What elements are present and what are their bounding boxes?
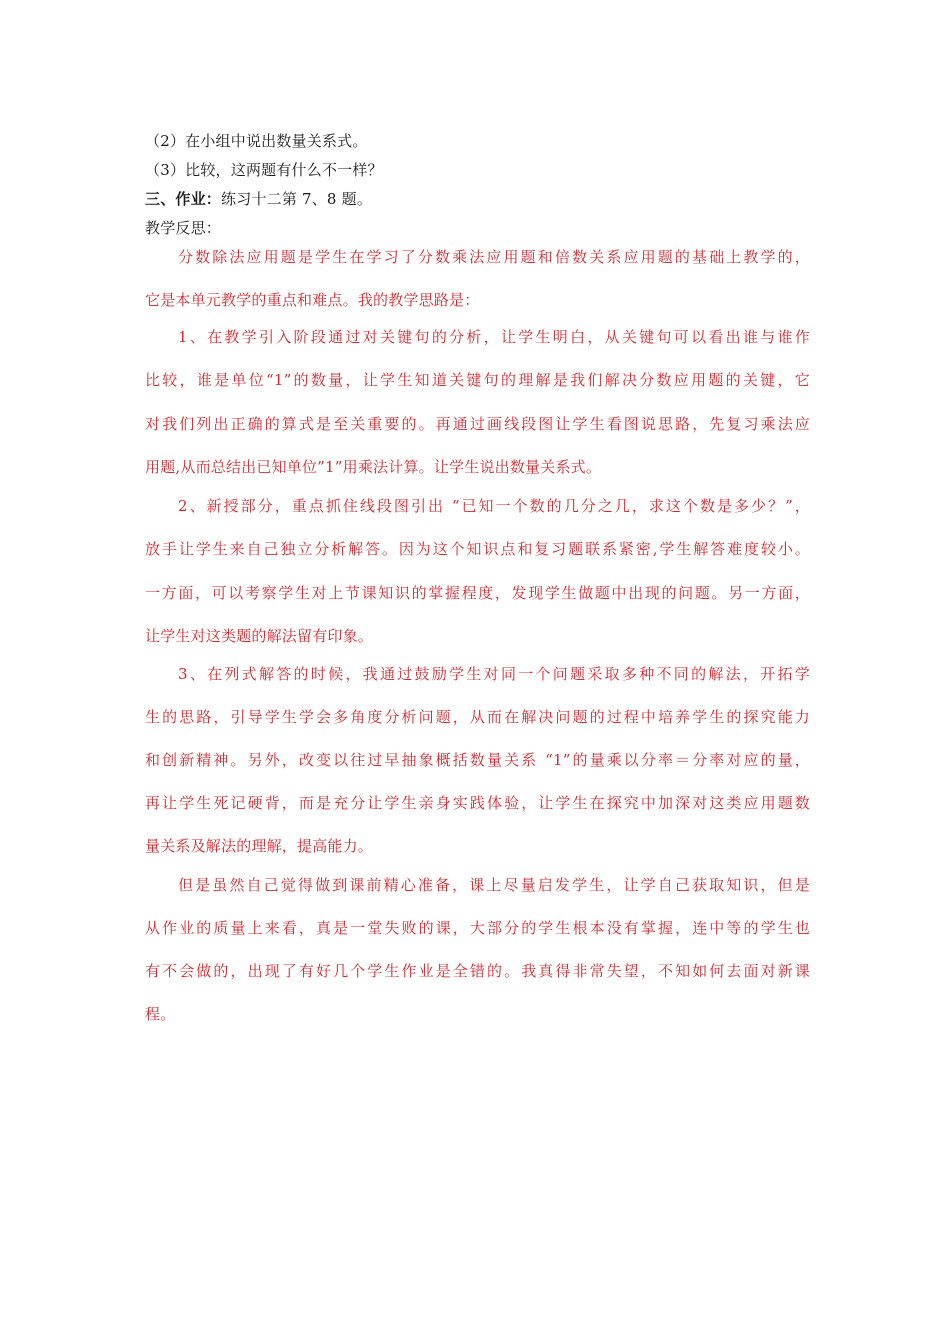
reflection-line: 有不会做的，出现了有好几个学生作业是全错的。我真得非常失望，不知如何去面对新课 (145, 962, 810, 980)
reflection-line: 量关系及解法的理解，提高能力。 (145, 837, 374, 855)
reflection-line: 让学生对这类题的解法留有印象。 (145, 627, 374, 645)
reflection-line: 一方面，可以考察学生对上节课知识的掌握程度，发现学生做题中出现的问题。另一方面， (145, 584, 810, 602)
homework-line (145, 189, 810, 209)
reflection-line: 和创新精神。另外，改变以往过早抽象概括数量关系 “1”的量乘以分率＝分率对应的量， (145, 751, 810, 769)
reflection-line: 从作业的质量上来看，真是一堂失败的课，大部分的学生根本没有掌握，连中等的学生也 (145, 919, 810, 937)
reflection-line: 程。 (145, 1005, 176, 1023)
reflection-line: 比较，谁是单位“1”的数量，让学生知道关键句的理解是我们解决分数应用题的关键，它 (145, 371, 810, 389)
reflection-line: 用题,从而总结出已知单位”1”用乘法计算。让学生说出数量关系式。 (145, 458, 602, 476)
reflection-line: 分数除法应用题是学生在学习了分数乘法应用题和倍数关系应用题的基础上教学的， (178, 248, 810, 266)
homework-label: 三、作业： (145, 190, 222, 208)
reflection-line: 再让学生死记硬背，而是充分让学生亲身实践体验，让学生在探究中加深对这类应用题数 (145, 794, 810, 812)
homework-text: 练习十二第 7、8 题。 (221, 190, 373, 208)
reflection-line: 但是虽然自己觉得做到课前精心准备，课上尽量启发学生，让学自己获取知识，但是 (178, 876, 810, 894)
reflection-line: 2、新授部分，重点抓住线段图引出 “已知一个数的几分之几，求这个数是多少？”， (178, 497, 810, 515)
item-2-text: （2）在小组中说出数量关系式。 (145, 132, 368, 150)
reflection-line: 3、在列式解答的时候，我通过鼓励学生对同一个问题采取多种不同的解法，开拓学 (178, 665, 810, 683)
reflection-line: 它是本单元教学的重点和难点。我的教学思路是： (145, 291, 480, 309)
reflection-line: 1、在教学引入阶段通过对关键句的分析，让学生明白，从关键句可以看出谁与谁作 (178, 328, 810, 346)
reflection-line: 对我们列出正确的算式是至关重要的。再通过画线段图让学生看图说思路，先复习乘法应 (145, 415, 810, 433)
item-3-text: （3）比较，这两题有什么不一样？ (145, 161, 383, 179)
reflection-line: 放手让学生来自己独立分析解答。因为这个知识点和复习题联系紧密,学生解答难度较小。 (145, 540, 810, 558)
reflection-title: 教学反思： (145, 219, 222, 237)
reflection-line: 生的思路，引导学生学会多角度分析问题，从而在解决问题的过程中培养学生的探究能力 (145, 708, 810, 726)
